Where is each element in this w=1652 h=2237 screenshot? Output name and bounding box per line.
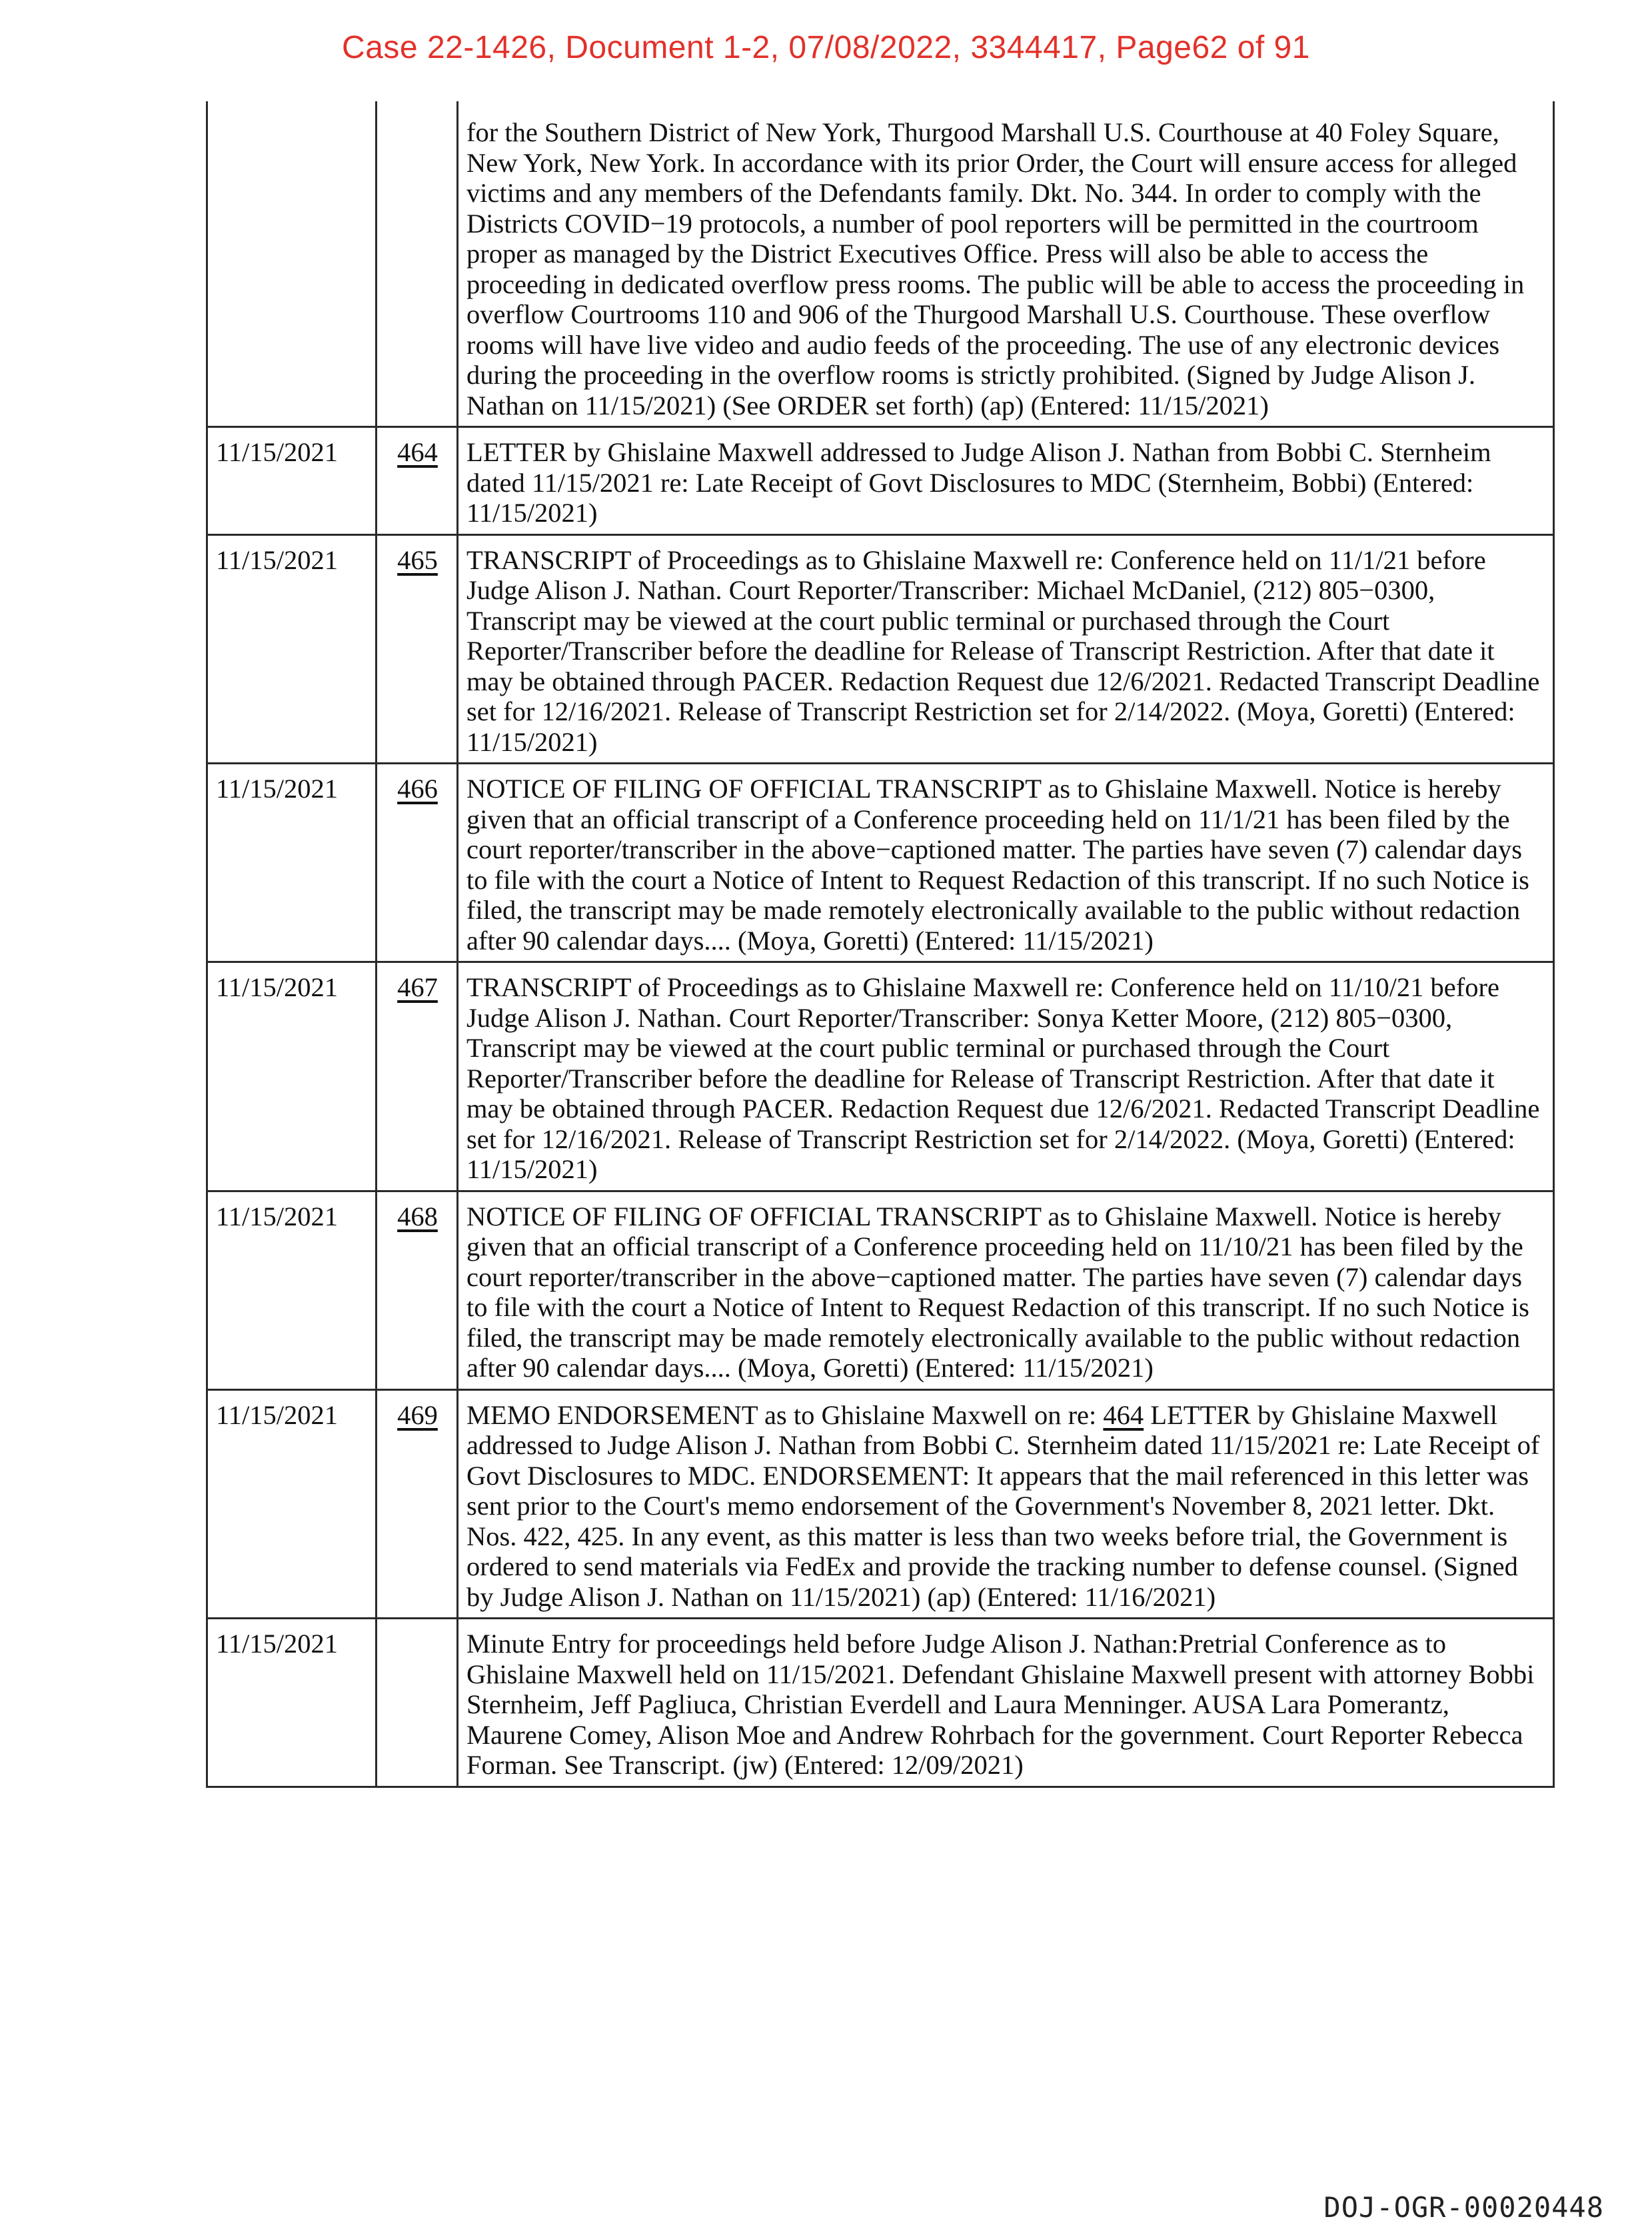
docket-number-link[interactable]: 465 <box>397 544 438 575</box>
docket-text-cell <box>458 1389 1554 1619</box>
docket-number-cell <box>377 764 458 962</box>
table-row <box>207 534 1554 764</box>
docket-text-before-link: MEMO ENDORSEMENT as to Ghislaine Maxwell on re: <box>466 1399 1104 1430</box>
docket-number-cell <box>377 534 458 764</box>
docket-text-cell: LETTER by Ghislaine Maxwell addressed to Judge Alison J. Nathan from Bobbi C. Sternheim dated 11/15/2021 re: Late Receipt of Govt Disclosures to MDC (Sternheim, Bobbi) (Entered: 11/15/2021) <box>458 427 1554 535</box>
date-cell: 11/15/2021 <box>207 1619 377 1787</box>
docket-text-cell: TRANSCRIPT of Proceedings as to Ghislaine Maxwell re: Conference held on 11/1/21 before Judge Alison J. Nathan. Court Reporter/Transcriber: Michael McDaniel, (212) 805−0300, Transcript may be viewed at the court public terminal or purchased through the Court Reporter/Transcriber before the deadline for Release of Transcript Restriction. After that date it may be obtained through PACER. Redaction Request due 12/6/2021. Redacted Transcript Deadline set for 12/16/2021. Release of Transcript Restriction set for 2/14/2022. (Moya, Goretti) (Entered: 11/15/2021) <box>458 534 1554 764</box>
bates-number: DOJ-OGR-00020448 <box>1323 2191 1604 2224</box>
table-row <box>207 764 1554 962</box>
docket-number-cell <box>377 962 458 1191</box>
table-row <box>207 962 1554 1191</box>
docket-number-link[interactable]: 468 <box>397 1201 438 1231</box>
table-row <box>207 427 1554 535</box>
date-cell: 11/15/2021 <box>207 1389 377 1619</box>
docket-text-cell: for the Southern District of New York, Thurgood Marshall U.S. Courthouse at 40 Foley Square, New York, New York. In accordance with its prior Order, the Court will ensure access for alleged victims and any members of the Defendants family. Dkt. No. 344. In order to comply with the Districts COVID−19 protocols, a number of pool reporters will be permitted in the courtroom proper as managed by the District Executives Office. Press will also be able to access the proceeding in dedicated overflow press rooms. The public will be able to access the proceeding in overflow Courtrooms 110 and 906 of the Thurgood Marshall U.S. Courthouse. These overflow rooms will have live video and audio feeds of the proceeding. The use of any electronic devices during the proceeding in the overflow rooms is strictly prohibited. (Signed by Judge Alison J. Nathan on 11/15/2021) (See ORDER set forth) (ap) (Entered: 11/15/2021) <box>458 101 1554 427</box>
table-row <box>207 1191 1554 1389</box>
docket-number-cell <box>377 1389 458 1619</box>
docket-text-cell: NOTICE OF FILING OF OFFICIAL TRANSCRIPT as to Ghislaine Maxwell. Notice is hereby given that an official transcript of a Conference proceeding held on 11/1/21 has been filed by the court reporter/transcriber in the above−captioned matter. The parties have seven (7) calendar days to file with the court a Notice of Intent to Request Redaction of this transcript. If no such Notice is filed, the transcript may be made remotely electronically available to the public without redaction after 90 calendar days.... (Moya, Goretti) (Entered: 11/15/2021) <box>458 764 1554 962</box>
table-row <box>207 1619 1554 1787</box>
date-cell: 11/15/2021 <box>207 427 377 535</box>
date-cell: 11/15/2021 <box>207 534 377 764</box>
date-cell <box>207 101 377 427</box>
docket-table <box>206 101 1555 1788</box>
date-cell: 11/15/2021 <box>207 1191 377 1389</box>
docket-number-link[interactable]: 467 <box>397 972 438 1002</box>
docket-text-after-link: LETTER by Ghislaine Maxwell addressed to Judge Alison J. Nathan from Bobbi C. Sternheim dated 11/15/2021 re: Late Receipt of Govt Disclosures to MDC. ENDORSEMENT: It appears that the mail referenced in this letter was sent prior to the Court's memo endorsement of the Government's November 8, 2021 letter. Dkt. Nos. 422, 425. In any event, as this matter is less than two weeks before trial, the Government is ordered to send materials via FedEx and provide the tracking number to defense counsel. (Signed by Judge Alison J. Nathan on 11/15/2021) (ap) (Entered: 11/16/2021) <box>466 1399 1540 1612</box>
docket-number-link[interactable]: 469 <box>397 1399 438 1430</box>
referenced-docket-link[interactable]: 464 <box>1103 1399 1144 1430</box>
docket-number-link[interactable]: 466 <box>397 774 438 804</box>
date-cell: 11/15/2021 <box>207 764 377 962</box>
docket-number-cell <box>377 1619 458 1787</box>
docket-number-cell <box>377 427 458 535</box>
table-row <box>207 1389 1554 1619</box>
docket-text-cell: NOTICE OF FILING OF OFFICIAL TRANSCRIPT as to Ghislaine Maxwell. Notice is hereby given that an official transcript of a Conference proceeding held on 11/10/21 has been filed by the court reporter/transcriber in the above−captioned matter. The parties have seven (7) calendar days to file with the court a Notice of Intent to Request Redaction of this transcript. If no such Notice is filed, the transcript may be made remotely electronically available to the public without redaction after 90 calendar days.... (Moya, Goretti) (Entered: 11/15/2021) <box>458 1191 1554 1389</box>
docket-text-cell: TRANSCRIPT of Proceedings as to Ghislaine Maxwell re: Conference held on 11/10/21 before Judge Alison J. Nathan. Court Reporter/Transcriber: Sonya Ketter Moore, (212) 805−0300, Transcript may be viewed at the court public terminal or purchased through the Court Reporter/Transcriber before the deadline for Release of Transcript Restriction. After that date it may be obtained through PACER. Redaction Request due 12/6/2021. Redacted Transcript Deadline set for 12/16/2021. Release of Transcript Restriction set for 2/14/2022. (Moya, Goretti) (Entered: 11/15/2021) <box>458 962 1554 1191</box>
table-row-continuation <box>207 101 1554 427</box>
docket-number-cell <box>377 101 458 427</box>
docket-text-cell: Minute Entry for proceedings held before Judge Alison J. Nathan:Pretrial Conference as to Ghislaine Maxwell held on 11/15/2021. Defendant Ghislaine Maxwell present with attorney Bobbi Sternheim, Jeff Pagliuca, Christian Everdell and Laura Menninger. AUSA Lara Pomerantz, Maurene Comey, Alison Moe and Andrew Rohrbach for the government. Court Reporter Rebecca Forman. See Transcript. (jw) (Entered: 12/09/2021) <box>458 1619 1554 1787</box>
docket-number-link[interactable]: 464 <box>397 437 438 467</box>
case-header: Case 22-1426, Document 1-2, 07/08/2022, 3344417, Page62 of 91 <box>342 30 1310 65</box>
date-cell: 11/15/2021 <box>207 962 377 1191</box>
docket-number-cell <box>377 1191 458 1389</box>
